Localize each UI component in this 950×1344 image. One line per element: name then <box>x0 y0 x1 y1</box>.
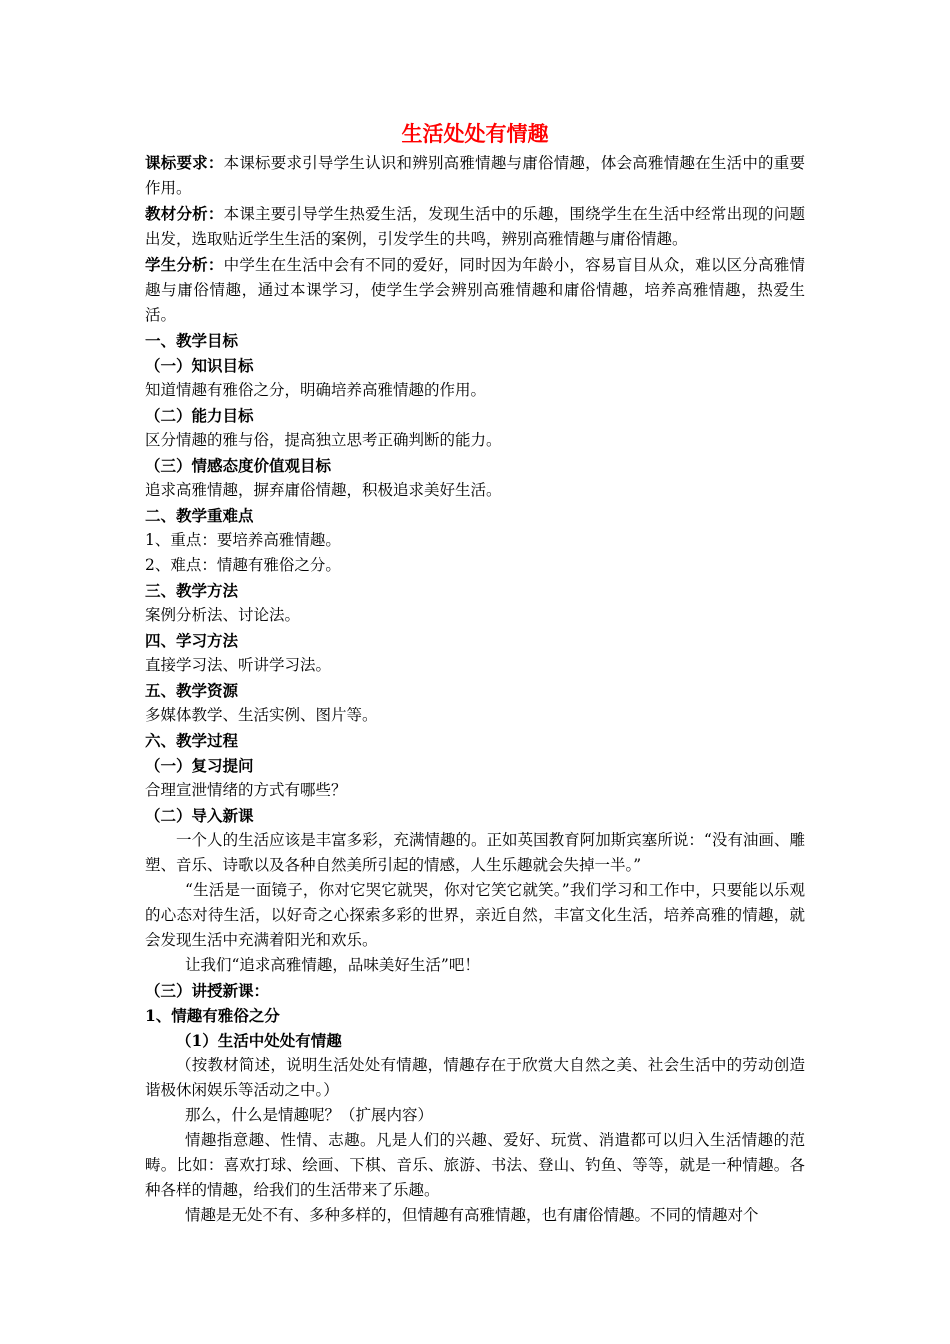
textbook-paragraph <box>145 201 805 252</box>
methods-text: 案例分析法、讨论法。 <box>145 606 301 624</box>
section-heading-methods: 三、教学方法 <box>145 581 239 600</box>
student-paragraph <box>145 252 805 328</box>
subheading-review: （一）复习提问 <box>145 756 254 775</box>
introduction-paragraph-3: 让我们“追求高雅情趣，品味美好生活”吧！ <box>185 956 480 974</box>
difficult-point-item: 2、难点：情趣有雅俗之分。 <box>145 556 341 574</box>
knowledge-text: 知道情趣有雅俗之分，明确培养高雅情趣的作用。 <box>145 381 487 399</box>
sub-point-heading-1: （1）生活中处处有情趣 <box>176 1031 342 1050</box>
sub-point-paragraph-1: （按教材简述，说明生活处处有情趣，情趣存在于欣赏大自然之美、社会生活中的劳动创造谐极休闲娱乐等活动之中。） <box>145 1056 805 1099</box>
curriculum-paragraph <box>145 150 805 201</box>
key-point-item: 1、重点：要培养高雅情趣。 <box>145 531 341 549</box>
section-heading-goals: 一、教学目标 <box>145 331 239 350</box>
textbook-label: 教材分析： <box>145 204 224 223</box>
section-heading-key-points: 二、教学重难点 <box>145 506 254 525</box>
student-label: 学生分析： <box>145 255 224 274</box>
student-text: 中学生在生活中会有不同的爱好，同时因为年龄小，容易盲目从众，难以区分高雅情趣与庸俗情趣，通过本课学习，使学生学会辨别高雅情趣和庸俗情趣，培养高雅情趣，热爱生活。 <box>145 256 805 324</box>
subheading-knowledge: （一）知识目标 <box>145 356 254 375</box>
sub-point-paragraph-4: 情趣是无处不有、多种多样的，但情趣有高雅情趣，也有庸俗情趣。不同的情趣对个 <box>185 1206 759 1224</box>
section-heading-learning: 四、学习方法 <box>145 631 239 650</box>
introduction-paragraph-1: 一个人的生活应该是丰富多彩，充满情趣的。正如英国教育阿加斯宾塞所说：“没有油画、雕塑、音乐、诗歌以及各种自然美所引起的情感，人生乐趣就会失掉一半。” <box>145 831 805 874</box>
page-title: 生活处处有情趣 <box>401 121 549 146</box>
ability-text: 区分情趣的雅与俗，提高独立思考正确判断的能力。 <box>145 431 502 449</box>
subheading-emotion: （三）情感态度价值观目标 <box>145 456 332 475</box>
textbook-text: 本课主要引导学生热爱生活，发现生活中的乐趣，围绕学生在生活中经常出现的问题出发，选取贴近学生生活的案例，引发学生的共鸣，辨别高雅情趣与庸俗情趣。 <box>145 205 805 248</box>
emotion-text: 追求高雅情趣，摒弃庸俗情趣，积极追求美好生活。 <box>145 481 502 499</box>
subheading-ability: （二）能力目标 <box>145 406 254 425</box>
curriculum-text: 本课标要求引导学生认识和辨别高雅情趣与庸俗情趣，体会高雅情趣在生活中的重要作用。 <box>145 154 805 197</box>
curriculum-label: 课标要求： <box>145 153 224 172</box>
section-heading-process: 六、教学过程 <box>145 731 239 750</box>
sub-point-paragraph-2: 那么，什么是情趣呢？（扩展内容） <box>185 1106 434 1124</box>
section-heading-resources: 五、教学资源 <box>145 681 239 700</box>
review-text: 合理宣泄情绪的方式有哪些？ <box>145 781 347 799</box>
point-heading-1: 1、情趣有雅俗之分 <box>145 1006 280 1025</box>
subheading-introduction: （二）导入新课 <box>145 806 254 825</box>
introduction-paragraph-2: “生活是一面镜子，你对它哭它就哭，你对它笑它就笑。”我们学习和工作中，只要能以乐观的心态对待生活，以好奇之心探索多彩的世界，亲近自然，丰富文化生活，培养高雅的情趣，就会发现生活中充满着阳光和欢乐。 <box>145 881 805 949</box>
subheading-teaching: （三）讲授新课： <box>145 981 270 1000</box>
resources-text: 多媒体教学、生活实例、图片等。 <box>145 706 378 724</box>
document-page <box>145 118 805 1228</box>
learning-text: 直接学习法、听讲学习法。 <box>145 656 332 674</box>
sub-point-paragraph-3: 情趣指意趣、性情、志趣。凡是人们的兴趣、爱好、玩赏、消遣都可以归入生活情趣的范畴。比如：喜欢打球、绘画、下棋、音乐、旅游、书法、登山、钓鱼、等等，就是一种情趣。各种各样的情趣，给我们的生活带来了乐趣。 <box>145 1131 805 1199</box>
